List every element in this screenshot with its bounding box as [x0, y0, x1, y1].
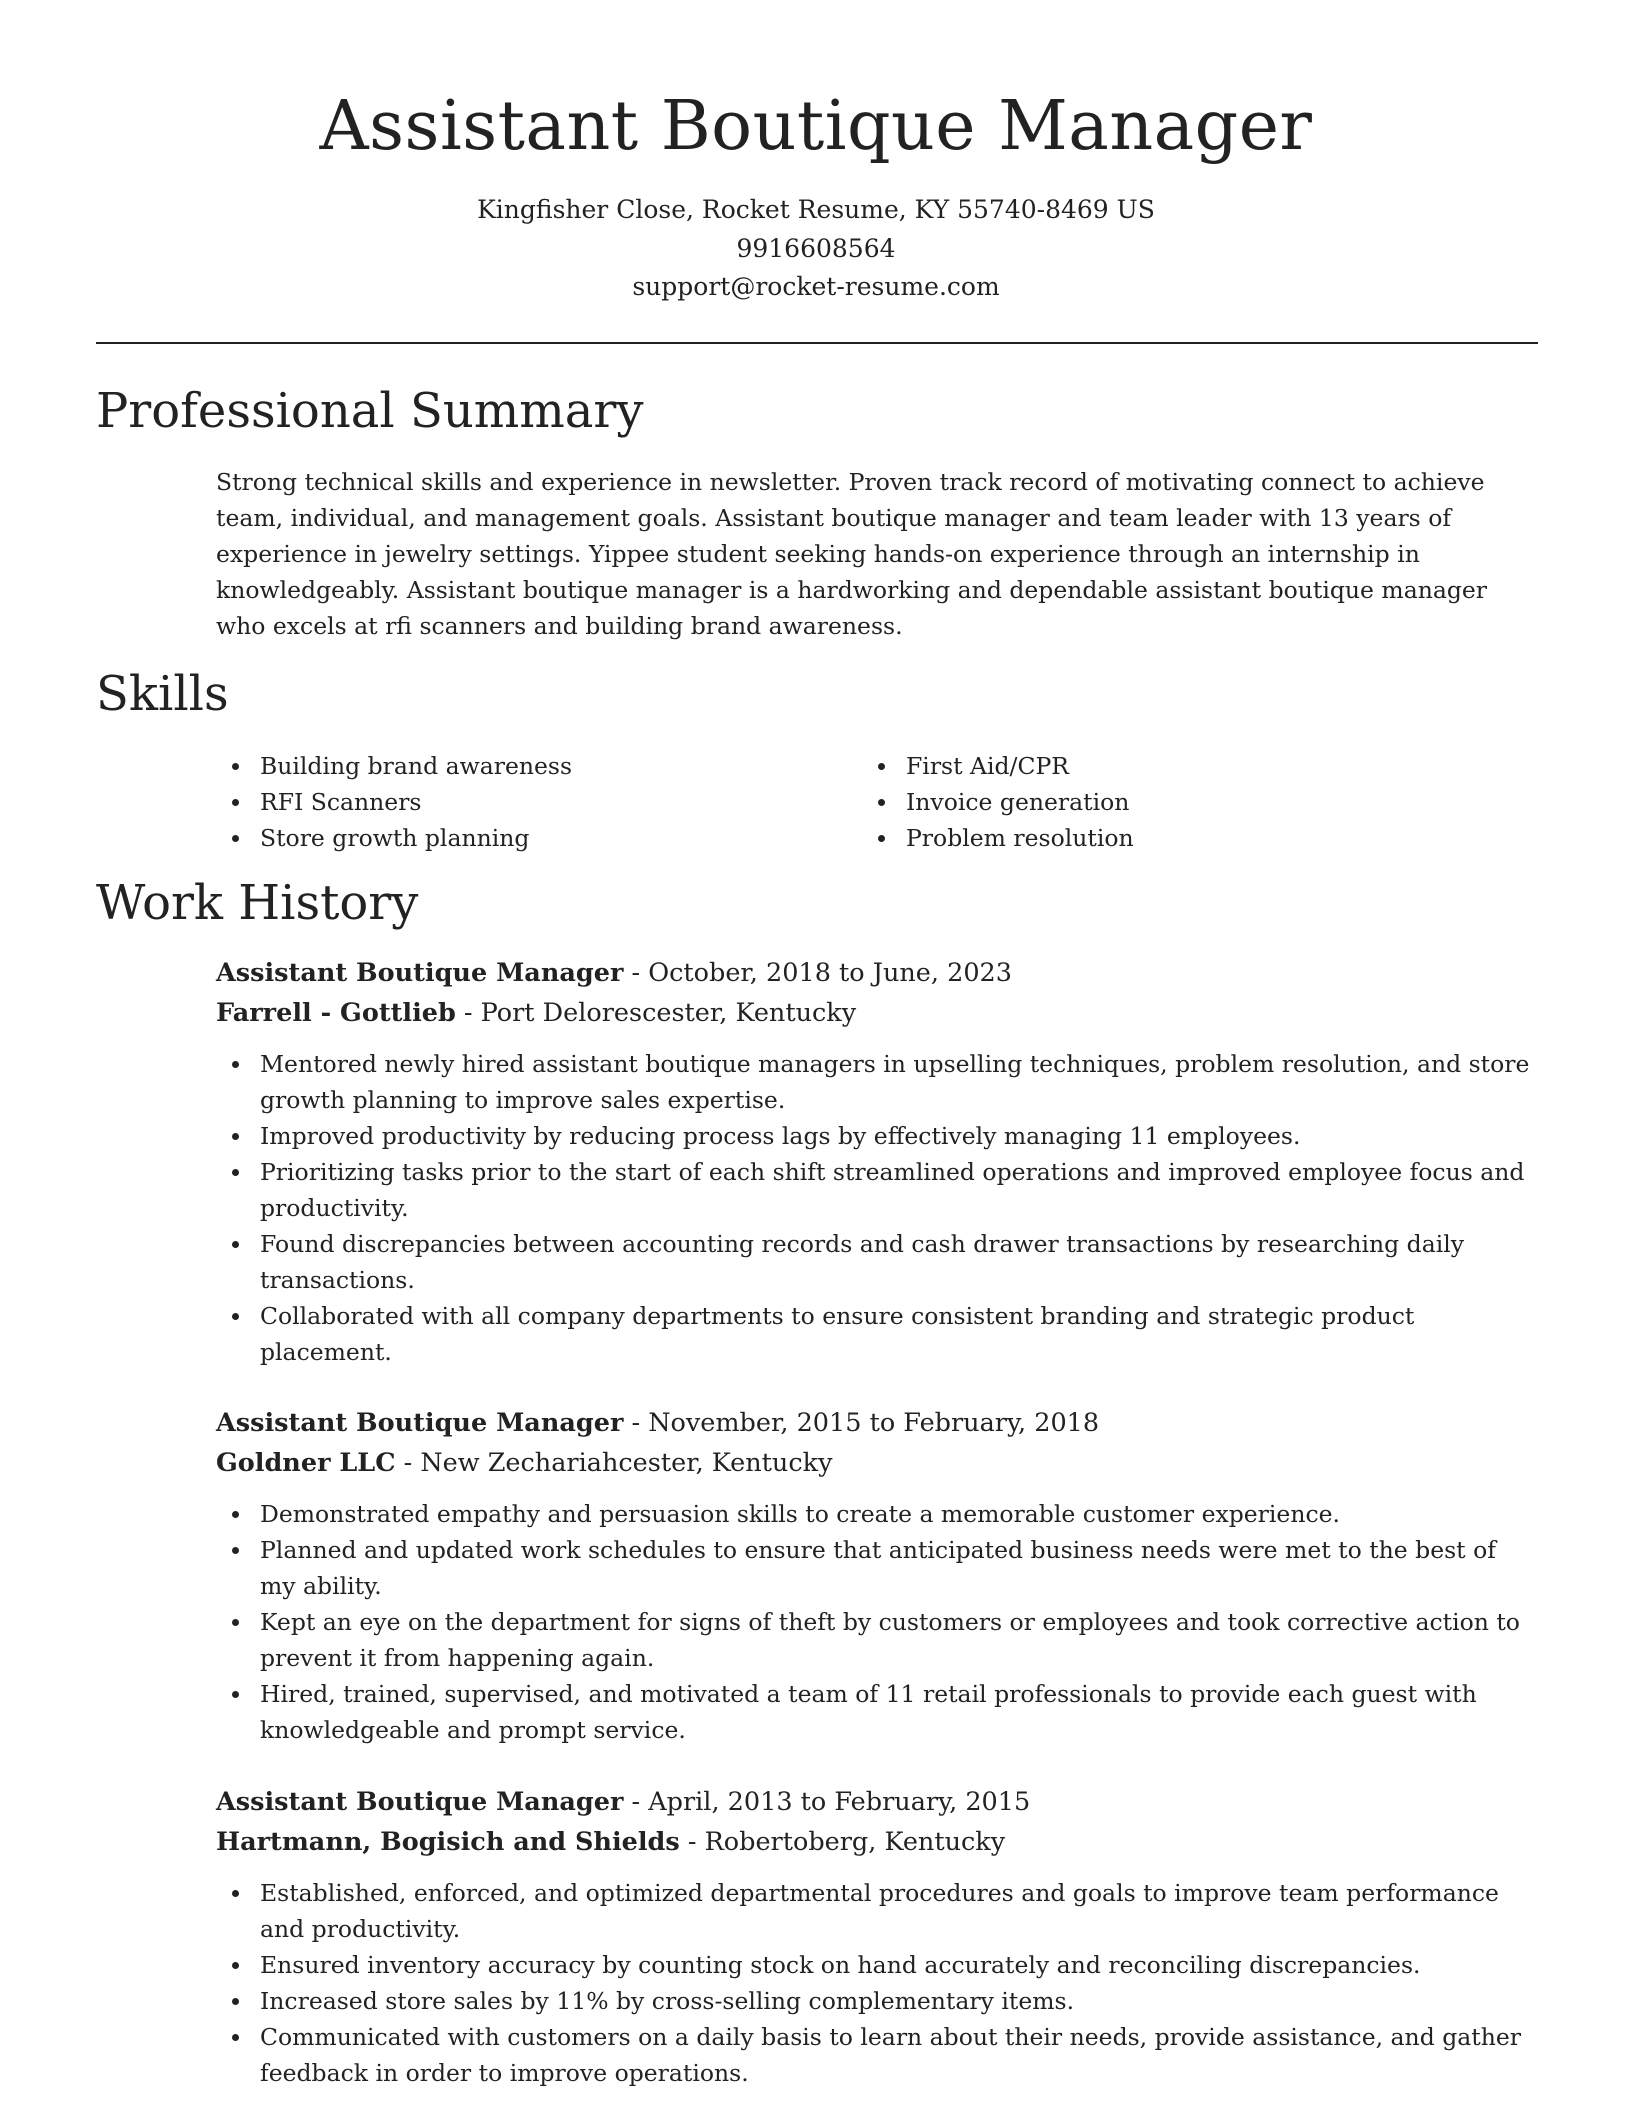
job-role: Assistant Boutique Manager [216, 1408, 624, 1438]
work-history-heading: Work History [96, 875, 419, 931]
job-dates: - November, 2015 to February, 2018 [623, 1408, 1100, 1438]
job-company-line [216, 1443, 1538, 1483]
skill-item: First Aid/CPR [862, 748, 1462, 784]
job-bullets [216, 1875, 1538, 2091]
job-bullet: Kept an eye on the department for signs of theft by customers or employees and took corrective action to prevent it from happening again. [216, 1604, 1538, 1676]
job-bullets [216, 1046, 1538, 1370]
skills-list-left [216, 748, 816, 856]
job-company: Farrell - Gottlieb [216, 998, 456, 1028]
summary-heading: Professional Summary [96, 383, 644, 439]
job-bullet: Collaborated with all company departments to ensure consistent branding and strategic product placement. [216, 1298, 1538, 1370]
job-bullet: Improved productivity by reducing process lags by effectively managing 11 employees. [216, 1118, 1538, 1154]
contact-email[interactable]: support@rocket-resume.com [632, 272, 1000, 301]
job-bullet: Established, enforced, and optimized departmental procedures and goals to improve team performance and productivity. [216, 1875, 1538, 1947]
skills-heading: Skills [96, 666, 229, 722]
job-bullet: Increased store sales by 11% by cross-selling complementary items. [216, 1983, 1538, 2019]
job-bullet: Hired, trained, supervised, and motivated a team of 11 retail professionals to provide each guest with knowledgeable and prompt service. [216, 1676, 1538, 1748]
resume-name: Assistant Boutique Manager [319, 87, 1313, 166]
header-divider [96, 342, 1538, 344]
job-bullets [216, 1496, 1538, 1748]
job-location: - Robertoberg, Kentucky [679, 1827, 1006, 1857]
job-bullet: Mentored newly hired assistant boutique managers in upselling techniques, problem resolution, and store growth planning to improve sales expertise. [216, 1046, 1538, 1118]
job-location: - New Zechariahcester, Kentucky [395, 1448, 833, 1478]
job-title-line [216, 1403, 1538, 1443]
job-company-line [216, 1822, 1538, 1862]
job-bullet: Communicated with customers on a daily basis to learn about their needs, provide assistance, and gather feedback in order to improve operations. [216, 2019, 1538, 2091]
skill-item: Building brand awareness [216, 748, 816, 784]
job-dates: - October, 2018 to June, 2023 [623, 958, 1012, 988]
job-bullet: Ensured inventory accuracy by counting stock on hand accurately and reconciling discrepancies. [216, 1947, 1538, 1983]
skill-item: Problem resolution [862, 820, 1462, 856]
job-bullet: Planned and updated work schedules to ensure that anticipated business needs were met to the best of my ability. [216, 1532, 1538, 1604]
job-location: - Port Delorescester, Kentucky [455, 998, 857, 1028]
skills-list-right [862, 748, 1462, 856]
job-role: Assistant Boutique Manager [216, 1787, 624, 1817]
job-title-line [216, 953, 1538, 993]
job-role: Assistant Boutique Manager [216, 958, 624, 988]
job-bullet: Found discrepancies between accounting records and cash drawer transactions by researching daily transactions. [216, 1226, 1538, 1298]
job-title-line [216, 1782, 1538, 1822]
job-bullet: Prioritizing tasks prior to the start of each shift streamlined operations and improved employee focus and productivity. [216, 1154, 1538, 1226]
job-bullet: Demonstrated empathy and persuasion skills to create a memorable customer experience. [216, 1496, 1538, 1532]
job-company: Hartmann, Bogisich and Shields [216, 1827, 680, 1857]
skill-item: Store growth planning [216, 820, 816, 856]
job-company-line [216, 993, 1538, 1033]
skill-item: RFI Scanners [216, 784, 816, 820]
contact-address: Kingfisher Close, Rocket Resume, KY 55740-8469 US [477, 195, 1155, 224]
job-dates: - April, 2013 to February, 2015 [623, 1787, 1031, 1817]
job-company: Goldner LLC [216, 1448, 396, 1478]
summary-text: Strong technical skills and experience in newsletter. Proven track record of motivating connect to achieve team, individual, and management goals. Assistant boutique manager and team leader with 13 years of experience in jewelry settings. Yippee student seeking hands-on experience through an internship in knowledgeably. Assistant boutique manager is a hardworking and dependable assistant boutique manager who excels at rfi scanners and building brand awareness. [216, 468, 1488, 640]
contact-phone: 9916608564 [736, 234, 896, 263]
skill-item: Invoice generation [862, 784, 1462, 820]
